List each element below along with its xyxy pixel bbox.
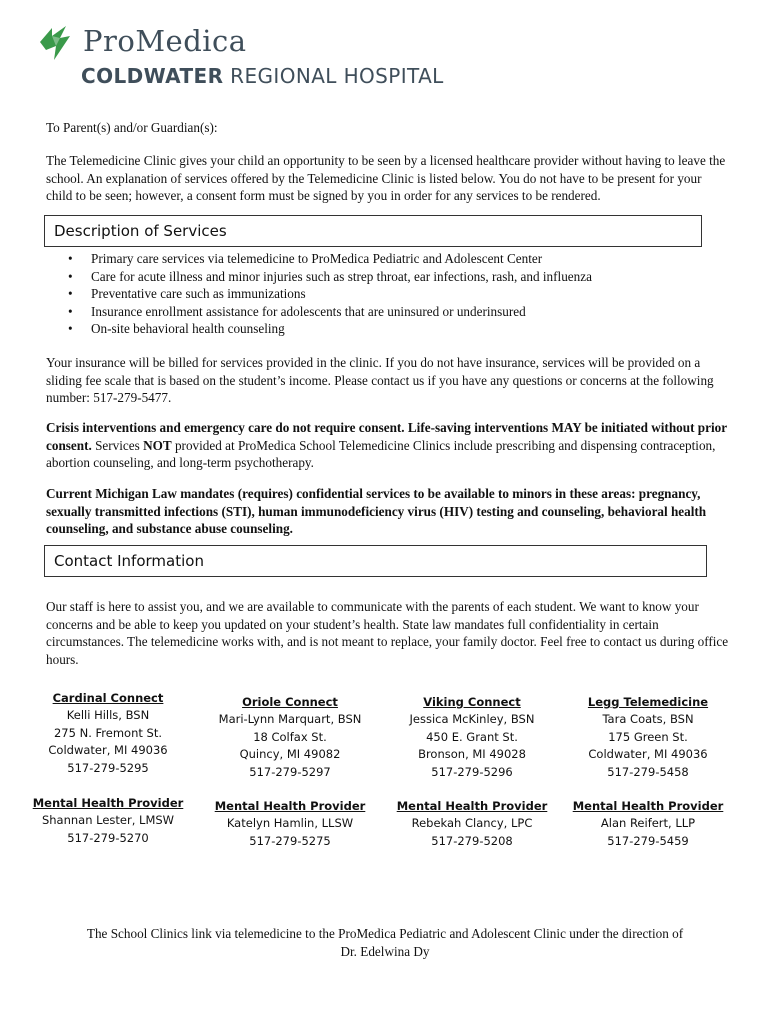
list-item — [46, 303, 592, 321]
service-text: Primary care services via telemedicine to ProMedica Pediatric and Adolescent Center — [91, 251, 543, 266]
list-item — [46, 250, 592, 268]
clinic-city: Coldwater, MI 49036 — [48, 743, 168, 758]
mental-health-card-legg — [558, 798, 738, 850]
bullet: • — [68, 303, 73, 319]
mental-health-phone: 517-279-5275 — [249, 833, 331, 848]
mental-health-phone: 517-279-5459 — [607, 833, 689, 848]
footer-line-2: Dr. Edelwina Dy — [340, 943, 430, 959]
clinic-city: Quincy, MI 49082 — [239, 747, 341, 762]
crisis-post-text: provided at ProMedica School Telemedicine Clinics include prescribing and dispensing contraception, abortion counseling, and long-term psychotherapy. — [46, 437, 716, 470]
clinic-street: 175 Green St. — [608, 729, 688, 744]
mental-health-title: Mental Health Provider — [396, 799, 548, 813]
clinic-person: Jessica McKinley, BSN — [409, 712, 535, 727]
services-list — [46, 250, 592, 338]
clinic-person: Tara Coats, BSN — [602, 712, 694, 727]
mental-health-title: Mental Health Provider — [572, 799, 724, 813]
clinic-card-legg — [558, 694, 738, 781]
hospital-name — [81, 64, 444, 88]
crisis-pre-text: Services — [91, 437, 144, 453]
clinic-phone: 517-279-5295 — [67, 760, 149, 775]
contact-paragraph: Our staff is here to assist you, and we are available to communicate with the parents of each student. We want to know your concerns and be able to keep you updated on your student’s health. State law mandates full confidentiality in certain circumstances. The telemedicine works with, and is not meant to replace, your family doctor. Feel free to contact us during office hours. — [46, 599, 729, 667]
clinic-street: 18 Colfax St. — [253, 729, 327, 744]
crisis-bold-text: Crisis interventions and emergency care do not require consent. Life-saving interventions MAY be initiated without prior consent. — [46, 420, 727, 453]
service-text: On-site behavioral health counseling — [91, 321, 285, 336]
mental-health-person: Shannan Lester, LMSW — [41, 813, 175, 828]
michigan-law-paragraph: Current Michigan Law mandates (requires) confidential services to be available to minors in these areas: pregnancy, sexually transmitted infections (STI), human immunodeficiency virus (HIV) testing and counseling, behavioral health counseling, and substance abuse counseling. — [46, 486, 707, 536]
clinic-name: Cardinal Connect — [52, 691, 164, 705]
clinic-street: 450 E. Grant St. — [426, 729, 518, 744]
hospital-name-bold: COLDWATER — [81, 64, 224, 88]
service-text: Preventative care such as immunizations — [91, 286, 306, 301]
mental-health-title: Mental Health Provider — [214, 799, 366, 813]
contact-heading: Contact Information — [44, 545, 707, 577]
service-text: Insurance enrollment assistance for adolescents that are uninsured or underinsured — [91, 303, 526, 319]
mental-health-card-cardinal — [18, 795, 198, 847]
clinic-card-oriole — [200, 694, 380, 781]
intro-paragraph: The Telemedicine Clinic gives your child an opportunity to be seen by a licensed healthcare provider without having to leave the school. An explanation of services offered by the Telemedicine Clinic is listed below. You do not have to be present for your child to be seen; however, a consent form must be signed by you in order for any services to be rendered. — [46, 153, 726, 203]
crisis-paragraph — [46, 419, 731, 472]
mental-health-person: Katelyn Hamlin, LLSW — [226, 816, 354, 831]
mental-health-phone: 517-279-5270 — [67, 830, 149, 845]
bullet: • — [68, 286, 73, 301]
insurance-paragraph: Your insurance will be billed for services provided in the clinic. If you do not have insurance, services will be provided on a sliding fee scale that is based on the student’s income. Please contact us if you have any questions or concerns at the following number: 517-279-5477. — [46, 355, 714, 405]
bullet: • — [68, 251, 73, 266]
clinic-card-cardinal — [18, 690, 198, 777]
crisis-not-text: NOT — [143, 437, 172, 453]
clinic-name: Viking Connect — [423, 695, 521, 709]
mental-health-card-oriole — [200, 798, 380, 850]
clinic-phone: 517-279-5297 — [249, 764, 331, 779]
clinic-phone: 517-279-5296 — [431, 764, 513, 779]
footer-note — [40, 925, 730, 960]
bullet: • — [68, 268, 73, 284]
list-item — [46, 285, 592, 303]
list-item — [46, 268, 592, 286]
mental-health-card-viking — [382, 798, 562, 850]
clinic-contacts — [0, 690, 770, 860]
mental-health-person: Alan Reifert, LLP — [600, 816, 696, 831]
clinic-phone: 517-279-5458 — [607, 764, 689, 779]
services-heading: Description of Services — [44, 215, 702, 247]
mental-health-title: Mental Health Provider — [32, 796, 184, 810]
clinic-person: Mari-Lynn Marquart, BSN — [218, 712, 362, 727]
clinic-city: Bronson, MI 49028 — [418, 747, 526, 762]
brand-name: ProMedica — [83, 24, 247, 58]
clinic-city: Coldwater, MI 49036 — [588, 747, 708, 762]
clinic-name: Oriole Connect — [242, 695, 338, 709]
promedica-logo — [38, 24, 478, 90]
footer-line-1: The School Clinics link via telemedicine to the ProMedica Pediatric and Adolescent Clinic under the direction of — [86, 926, 684, 941]
clinic-person: Kelli Hills, BSN — [66, 708, 150, 723]
clinic-name: Legg Telemedicine — [587, 695, 709, 709]
clinic-street: 275 N. Fremont St. — [53, 725, 162, 740]
mental-health-person: Rebekah Clancy, LPC — [411, 816, 533, 831]
hospital-name-rest: REGIONAL HOSPITAL — [223, 64, 444, 88]
clinic-card-viking — [382, 694, 562, 781]
promedica-leaf-icon — [38, 24, 72, 62]
mental-health-phone: 517-279-5208 — [431, 833, 513, 848]
service-text: Care for acute illness and minor injuries such as strep throat, ear infections, rash, and influenza — [91, 268, 592, 284]
bullet: • — [68, 321, 73, 336]
list-item — [46, 320, 592, 338]
salutation: To Parent(s) and/or Guardian(s): — [46, 120, 218, 135]
